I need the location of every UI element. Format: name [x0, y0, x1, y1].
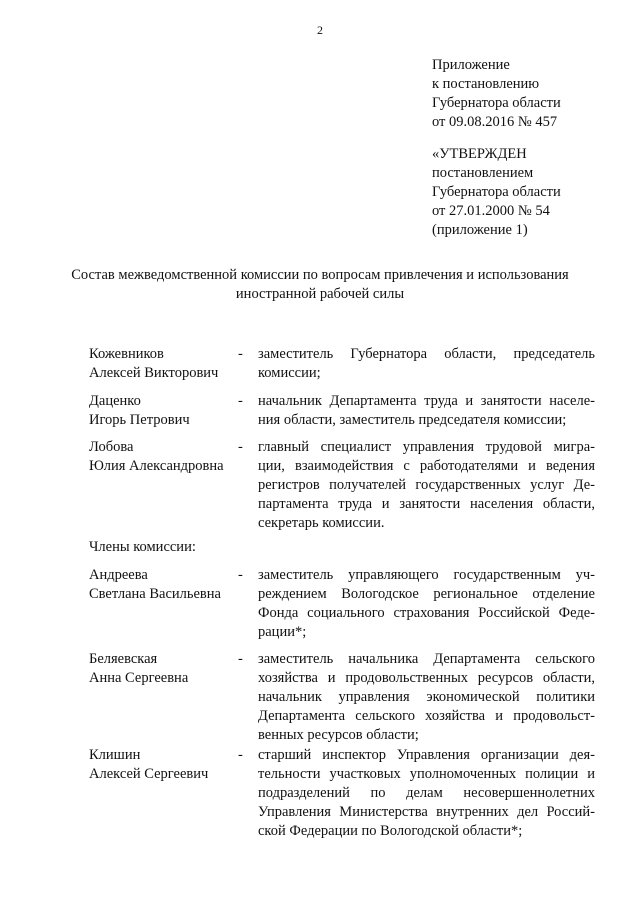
- role-line: ской Федерации по Вологодской области*;: [258, 823, 523, 839]
- person-role: [258, 566, 595, 642]
- role-line: заместитель начальника Департамента сельского: [258, 651, 595, 667]
- role-line: венных ресурсов области;: [258, 727, 419, 743]
- role-line: ции, взаимодействия с работодателями и ведения: [258, 458, 595, 474]
- approval-stamp-text: [432, 145, 561, 240]
- appendix-line: к постановлению: [432, 76, 540, 92]
- role-line: хозяйства и продовольственных ресурсов области,: [258, 670, 595, 686]
- person-role: [258, 746, 595, 841]
- person-role: [258, 345, 595, 383]
- role-line: реждением Вологодское региональное отделение: [258, 586, 595, 602]
- person-name: [89, 438, 239, 476]
- given-names: Алексей Викторович: [89, 365, 219, 381]
- page-number: 2: [317, 23, 323, 37]
- given-names: Анна Сергеевна: [89, 670, 189, 686]
- role-line: заместитель Губернатора области, председатель: [258, 346, 595, 362]
- given-names: Алексей Сергеевич: [89, 766, 209, 782]
- approval-line: от 27.01.2000 № 54: [432, 203, 550, 219]
- given-names: Игорь Петрович: [89, 412, 190, 428]
- role-line: ния области, заместитель председателя комиссии;: [258, 412, 567, 428]
- surname: Андреева: [89, 567, 148, 583]
- role-line: старший инспектор Управления организации дея-: [258, 747, 595, 763]
- surname: Клишин: [89, 747, 141, 763]
- role-line: начальник управления экономической политики: [258, 689, 595, 705]
- appendix-line: Губернатора области: [432, 95, 561, 111]
- approval-line: постановлением: [432, 165, 534, 181]
- appendix-line: Приложение: [432, 57, 510, 73]
- entry-dash: -: [238, 393, 243, 409]
- document-title: [60, 266, 580, 304]
- person-name: [89, 392, 239, 430]
- role-line: партамента труда и занятости населения области,: [258, 496, 595, 512]
- role-line: Фонда социального страхования Российской Феде-: [258, 605, 595, 621]
- surname: Кожевников: [89, 346, 164, 362]
- role-line: регистров получателей государственных услуг Де-: [258, 477, 595, 493]
- given-names: Юлия Александровна: [89, 458, 224, 474]
- entry-dash: -: [238, 439, 243, 455]
- entry-dash: -: [238, 651, 243, 667]
- surname: Даценко: [89, 393, 141, 409]
- surname: Лобова: [89, 439, 134, 455]
- given-names: Светлана Васильевна: [89, 586, 221, 602]
- role-line: главный специалист управления трудовой мигра-: [258, 439, 595, 455]
- role-line: заместитель управляющего государственным уч-: [258, 567, 595, 583]
- person-name: [89, 345, 239, 383]
- person-name: [89, 650, 239, 688]
- person-role: [258, 392, 595, 430]
- role-line: Департамента сельского хозяйства и продовольст-: [258, 708, 595, 724]
- person-name: [89, 566, 239, 604]
- approval-line: «УТВЕРЖДЕН: [432, 146, 527, 162]
- person-role: [258, 438, 595, 533]
- members-heading: Члены комиссии:: [89, 539, 196, 555]
- role-line: подразделений по делам несовершеннолетних: [258, 785, 595, 801]
- approval-line: (приложение 1): [432, 222, 528, 238]
- entry-dash: -: [238, 747, 243, 763]
- approval-line: Губернатора области: [432, 184, 561, 200]
- role-line: секретарь комиссии.: [258, 515, 385, 531]
- person-role: [258, 650, 595, 745]
- surname: Беляевская: [89, 651, 158, 667]
- appendix-header: [432, 56, 561, 132]
- role-line: Управления Министерства внутренних дел Россий-: [258, 804, 595, 820]
- entry-dash: -: [238, 567, 243, 583]
- entry-dash: -: [238, 346, 243, 362]
- role-line: рации*;: [258, 624, 307, 640]
- role-line: комиссии;: [258, 365, 321, 381]
- role-line: начальник Департамента труда и занятости населе-: [258, 393, 595, 409]
- title-line: Состав межведомственной комиссии по вопросам привлечения и использования: [71, 267, 569, 283]
- person-name: [89, 746, 239, 784]
- role-line: тельности участковых уполномоченных полиции и: [258, 766, 595, 782]
- title-line: иностранной рабочей силы: [235, 286, 405, 302]
- appendix-line: от 09.08.2016 № 457: [432, 114, 558, 130]
